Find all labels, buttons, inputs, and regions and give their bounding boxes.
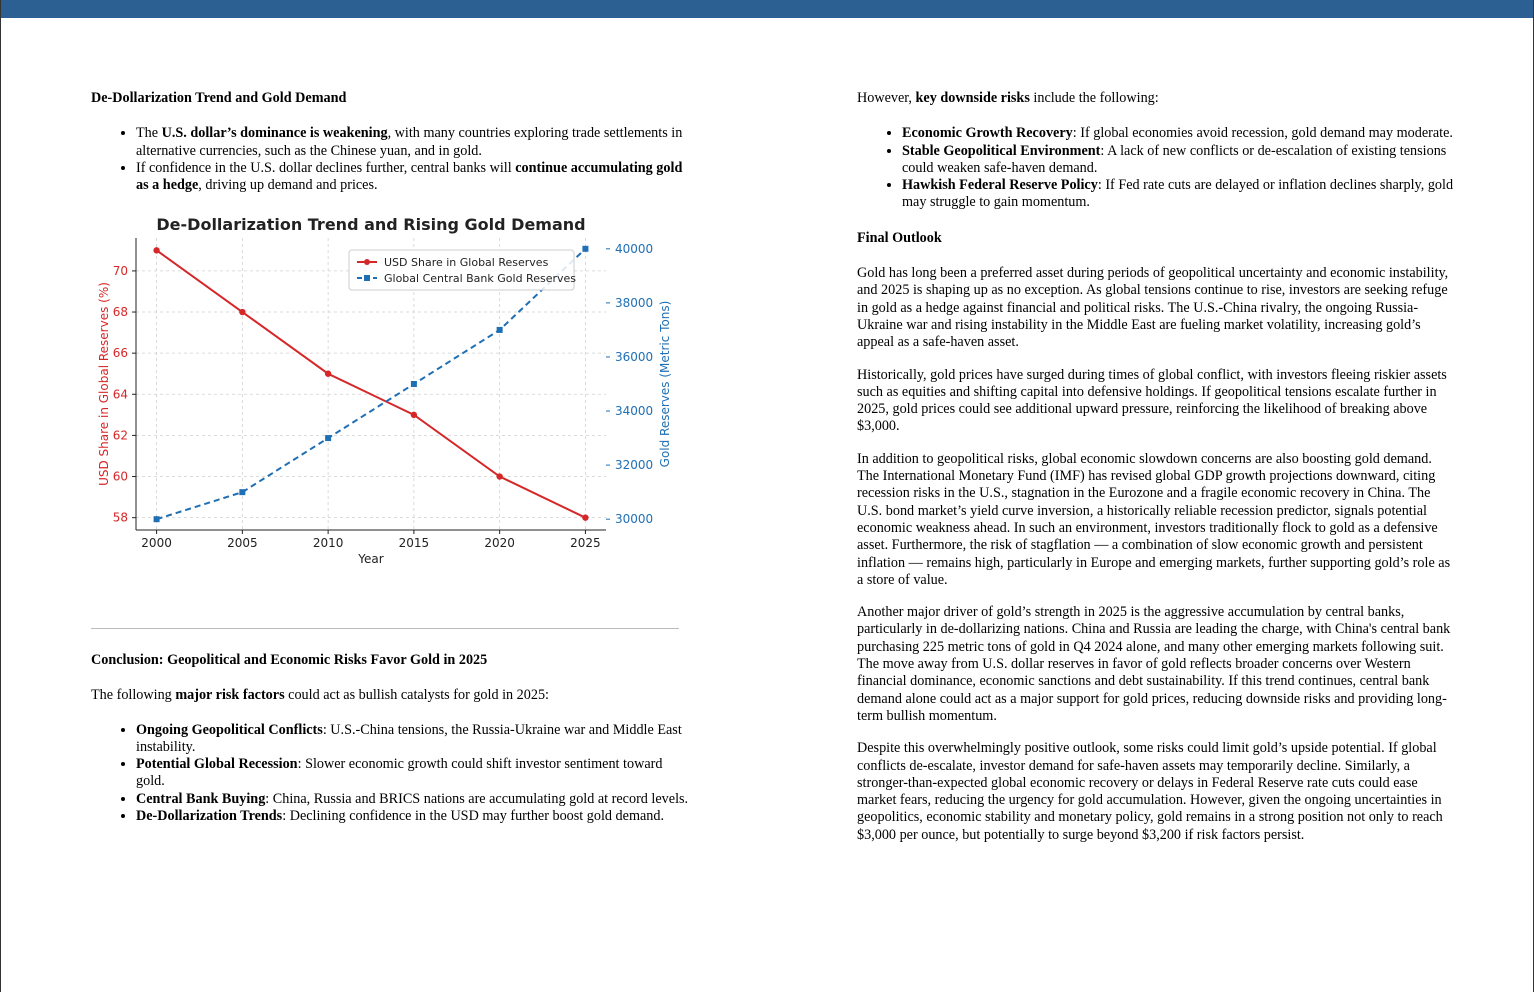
y-axis-label-right: Gold Reserves (Metric Tons) (658, 300, 672, 468)
paragraph: Historically, gold prices have surged during times of global conflict, with investors fleeing riskier assets such as equities and shifting capital into defensive holdings. If geopolitical tensions escalate further in 2025, gold prices could see additional upward pressure, reinforcing the likelihood of breaking above $3,000. (857, 366, 1447, 435)
x-tick-label: 2000 (141, 536, 172, 550)
section-heading: Conclusion: Geopolitical and Economic Risks Favor Gold in 2025 (91, 652, 488, 668)
bullet-list (857, 125, 1457, 211)
y-tick-label-right: 30000 (615, 512, 654, 527)
paragraph: Despite this overwhelmingly positive outlook, some risks could limit gold’s upside potential. If global conflicts de-escalate, investor demand for safe-haven assets may temporarily decline. Similarly, a stronger-than-expected global economic recovery or delays in Federal Reserve rate cuts could ease market fears, reducing the urgency for gold accumulation. However, given the ongoing uncertainties in geopolitics, economic stability and monetary policy, gold remains in a strong position not only to reach $3,000 per ounce, but potentially to surge beyond $3,200 if risk factors persist. (857, 740, 1443, 843)
text: : Declining confidence in the USD may further boost gold demand. (282, 808, 665, 825)
paragraph: Gold has long been a preferred asset during periods of geopolitical uncertainty and economic instability, and 2025 is shaping up as no exception. As global tensions continue to rise, investors are seeking refuge in gold as a hedge against financial and political risks. The U.S.-China rivalry, the ongoing Russia-Ukraine war and rising instability in the Middle East are fueling market volatility, increasing gold’s appeal as a safe-haven asset. (857, 265, 1449, 351)
text: , with many countries exploring trade settlements in alternative currencies, such as the Chinese yuan, and in gold. (136, 125, 683, 159)
list-item (136, 756, 691, 791)
text: , driving up demand and prices. (198, 177, 378, 194)
left-section-dedollarization (91, 90, 691, 194)
text: could act as bullish catalysts for gold in 2025: (284, 687, 550, 704)
y-tick-label-left: 70 (112, 263, 128, 278)
bold-text: Hawkish Federal Reserve Policy (902, 177, 1098, 194)
data-point-gold-reserves (154, 516, 160, 522)
list-item (136, 722, 691, 757)
chart-svg (91, 208, 681, 568)
data-point-usd-share (153, 247, 159, 253)
text: : China, Russia and BRICS nations are accumulating gold at record levels. (265, 790, 689, 807)
text: The following (91, 687, 176, 704)
bold-text: continue accumulating gold as a hedge (136, 159, 683, 194)
y-tick-label-left: 68 (112, 305, 128, 320)
bold-text: Economic Growth Recovery (902, 125, 1073, 142)
paragraph (91, 687, 691, 704)
right-section (857, 90, 1457, 844)
data-point-gold-reserves (582, 246, 588, 252)
y-tick-label-right: 32000 (615, 458, 654, 473)
chart-title: De-Dollarization Trend and Rising Gold Demand (156, 215, 586, 234)
y-tick-label-right: 40000 (615, 241, 654, 256)
chart (91, 208, 681, 568)
text: : If global economies avoid recession, gold demand may moderate. (1072, 125, 1453, 142)
legend-marker-gold-reserves (364, 275, 370, 281)
text: : If Fed rate cuts are delayed or inflation declines sharply, gold may struggle to gain momentum. (902, 177, 1454, 211)
y-tick-label-left: 58 (112, 510, 128, 525)
y-tick-label-right: 36000 (615, 349, 654, 364)
data-point-usd-share (239, 309, 245, 315)
bold-text: Potential Global Recession (136, 756, 298, 773)
data-point-gold-reserves (325, 435, 331, 441)
list-item (136, 791, 691, 808)
text: If confidence in the U.S. dollar declines further, central banks will (136, 159, 516, 176)
data-point-gold-reserves (497, 327, 503, 333)
bold-text: key downside risks (915, 90, 1030, 106)
left-section-conclusion (91, 652, 691, 825)
legend-label: USD Share in Global Reserves (384, 256, 549, 269)
x-tick-label: 2025 (570, 536, 601, 550)
paragraph: Another major driver of gold’s strength in 2025 is the aggressive accumulation by central banks, particularly in de-dollarizing nations. China and Russia are leading the charge, with China's central bank purchasing 225 metric tons of gold in Q4 2024 alone, and many other emerging markets following suit. The move away from U.S. dollar reserves in favor of gold reflects broader concerns over Western financial dominance, economic sanctions and debt sustainability. If this trend continues, central bank demand alone could act as a major support for gold prices, reducing downside risks and providing long-term bullish momentum. (857, 604, 1451, 724)
bold-text: De-Dollarization Trends (136, 808, 283, 825)
bullet-list (91, 722, 691, 826)
y-axis-label-left: USD Share in Global Reserves (%) (97, 282, 111, 486)
list-item (902, 177, 1457, 212)
section-heading: Final Outlook (857, 229, 942, 246)
text: The (136, 125, 162, 142)
section-heading: De-Dollarization Trend and Gold Demand (91, 90, 347, 106)
y-tick-label-right: 34000 (615, 404, 654, 419)
bold-text: U.S. dollar’s dominance is weakening (161, 125, 388, 142)
list-item (136, 808, 691, 825)
y-tick-label-right: 38000 (615, 295, 654, 310)
y-tick-label-left: 66 (112, 346, 128, 361)
data-point-usd-share (325, 371, 331, 377)
list-item (902, 125, 1457, 142)
bold-text: Central Bank Buying (136, 790, 266, 807)
data-point-usd-share (582, 514, 588, 520)
text: : U.S.-China tensions, the Russia-Ukraine war and Middle East instability. (136, 721, 682, 755)
y-tick-label-left: 60 (112, 469, 128, 484)
list-item (136, 125, 691, 160)
data-point-gold-reserves (239, 489, 245, 495)
x-tick-label: 2010 (312, 536, 344, 550)
divider (91, 628, 679, 629)
text: : Slower economic growth could shift investor sentiment toward gold. (136, 756, 663, 790)
list-item (902, 143, 1457, 178)
page-header-bar (767, 0, 1533, 18)
bold-text: major risk factors (175, 687, 285, 704)
x-tick-label: 2015 (398, 536, 430, 550)
legend-label: Global Central Bank Gold Reserves (384, 272, 576, 285)
x-axis-label: Year (358, 552, 384, 566)
text: include the following: (1029, 90, 1159, 106)
x-tick-label: 2005 (227, 536, 258, 550)
bold-text: Stable Geopolitical Environment (902, 142, 1101, 159)
legend-marker-usd-share (364, 259, 370, 265)
data-point-gold-reserves (411, 381, 417, 387)
text: However, (857, 90, 916, 106)
bold-text: Ongoing Geopolitical Conflicts (136, 721, 323, 738)
paragraph: In addition to geopolitical risks, global economic slowdown concerns are also boosting gold demand. The International Monetary Fund (IMF) has revised global GDP growth projections downward, citing recession risks in the U.S., stagnation in the Eurozone and a fragile economic recovery in China. The U.S. bond market’s yield curve inversion, a historically reliable recession predictor, signals potential economic weakness ahead. In such an environment, investors traditionally flock to gold as a defensive asset. Furthermore, the risk of stagflation — a combination of slow economic growth and persistent inflation — remains high, particularly in Europe and emerging markets, further supporting gold’s role as a store of value. (857, 450, 1451, 588)
paragraph (857, 90, 1457, 107)
list-item (136, 160, 691, 195)
y-tick-label-left: 62 (112, 428, 128, 443)
page-right (767, 0, 1534, 992)
data-point-usd-share (496, 473, 502, 479)
text: : A lack of new conflicts or de-escalation of existing tensions could weaken safe-haven demand. (902, 142, 1447, 176)
bullet-list (91, 125, 691, 194)
data-point-usd-share (411, 412, 417, 418)
page-header-bar (1, 0, 767, 18)
x-tick-label: 2020 (484, 536, 515, 550)
y-tick-label-left: 64 (112, 387, 128, 402)
